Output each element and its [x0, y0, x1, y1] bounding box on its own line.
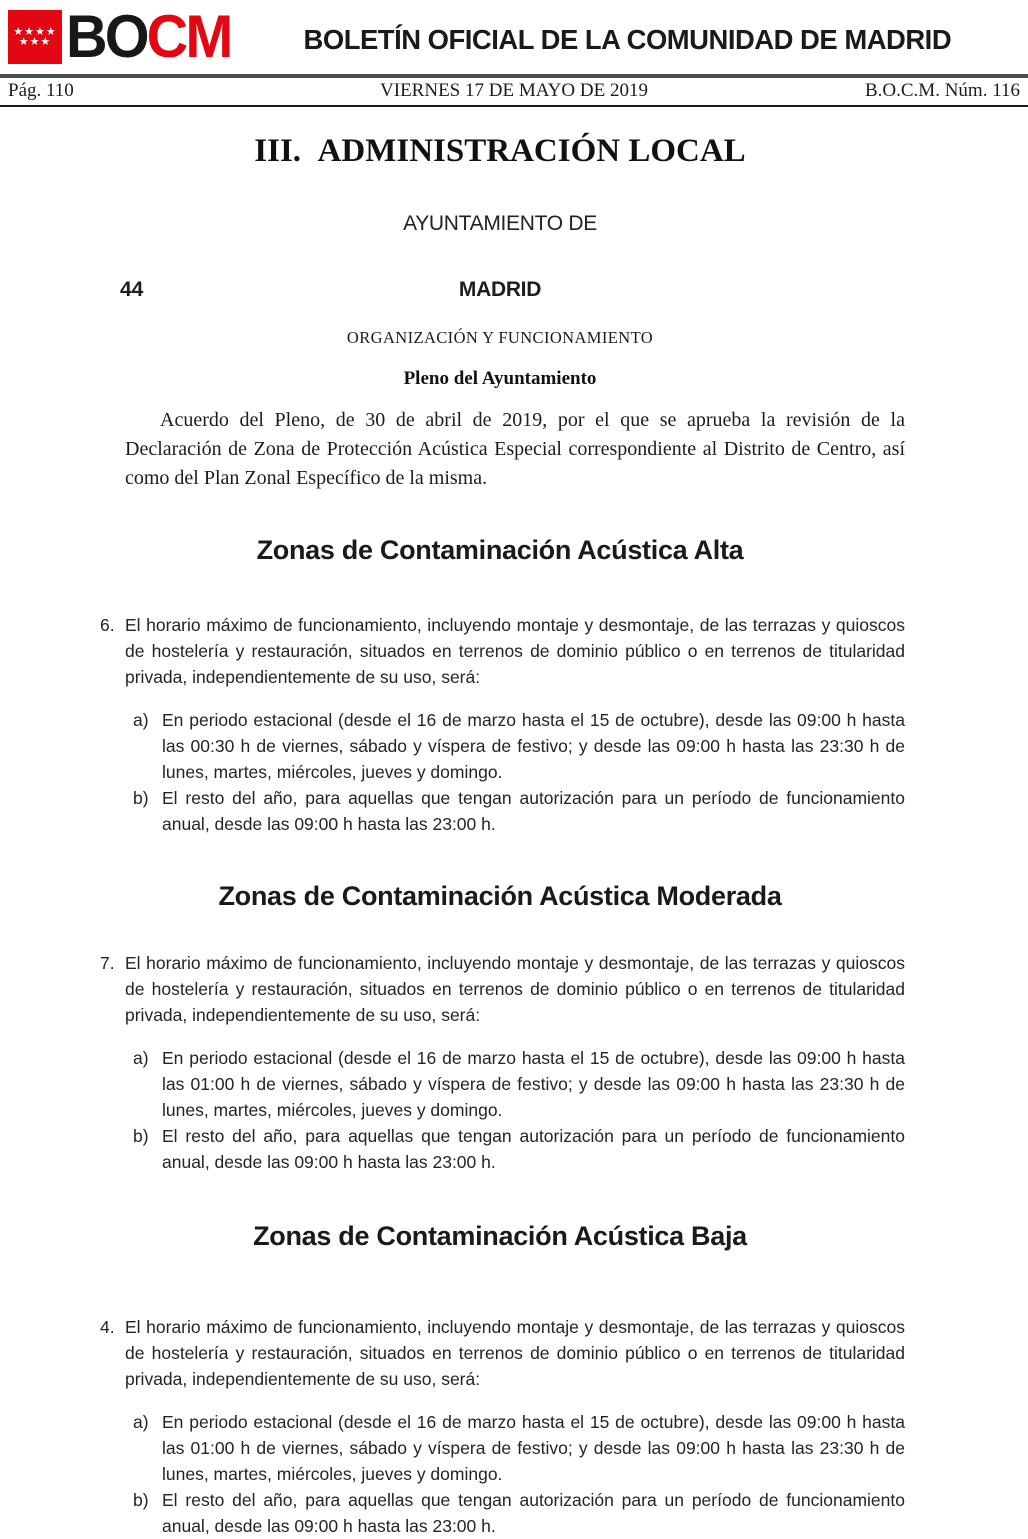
zone-heading-alta: Zonas de Contaminación Acústica Alta	[256, 535, 744, 565]
masthead	[0, 0, 1028, 70]
subitem-label: a)	[133, 710, 149, 730]
subitem-text: En periodo estacional (desde el 16 de marzo hasta el 15 de octubre), desde las 09:00 h hasta las 01:00 h de viernes, sábado y víspera de festivo; y desde las 09:00 h hasta las 23:30 h de lunes, martes, miércoles, jueves y domingo.	[162, 1048, 905, 1120]
dateline-rule-thin	[0, 105, 1028, 107]
subitem-text: El resto del año, para aquellas que tengan autorización para un período de funcionamiento anual, desde las 09:00 h hasta las 23:00 h.	[162, 1126, 905, 1172]
document-body	[95, 133, 905, 1539]
subitem-label: b)	[133, 1490, 149, 1510]
item-text: El horario máximo de funcionamiento, incluyendo montaje y desmontaje, de las terrazas y quioscos de hostelería y restauración, situados en terrenos de dominio público o en terrenos de titularidad privada, independientemente de su uso, será:	[125, 1317, 905, 1389]
flag-stars-row2: ★★★	[18, 36, 52, 48]
dateline	[0, 78, 1028, 105]
gazette-title: BOLETÍN OFICIAL DE LA COMUNIDAD DE MADRID	[303, 24, 952, 55]
wordmark-red-part: CM	[146, 3, 231, 70]
sublist	[95, 1409, 905, 1539]
sublist	[95, 707, 905, 837]
item-number: 6.	[100, 615, 115, 635]
subitem-text: El resto del año, para aquellas que tengan autorización para un período de funcionamiento anual, desde las 09:00 h hasta las 23:00 h.	[162, 1490, 905, 1536]
numbered-item	[95, 950, 905, 1028]
subitem-text: El resto del año, para aquellas que tengan autorización para un período de funcionamiento anual, desde las 09:00 h hasta las 23:00 h.	[162, 788, 905, 834]
subitem-text: En periodo estacional (desde el 16 de marzo hasta el 15 de octubre), desde las 09:00 h hasta las 00:30 h de viernes, sábado y víspera de festivo; y desde las 09:00 h hasta las 23:30 h de lunes, martes, miércoles, jueves y domingo.	[162, 710, 905, 782]
zone-heading-baja: Zonas de Contaminación Acústica Baja	[253, 1221, 747, 1251]
organ-subheading: Pleno del Ayuntamiento	[403, 368, 597, 389]
zone-section-moderada	[95, 881, 905, 1175]
item-text: El horario máximo de funcionamiento, incluyendo montaje y desmontaje, de las terrazas y quioscos de hostelería y restauración, situados en terrenos de dominio público o en terrenos de titularidad privada, independientemente de su uso, será:	[125, 615, 905, 687]
madrid-flag-icon	[8, 10, 62, 64]
zone-section-baja	[95, 1221, 905, 1539]
subitem-label: b)	[133, 788, 149, 808]
entity-name: MADRID	[458, 278, 542, 301]
page-number-label: Pág. 110	[8, 80, 74, 101]
issue-number-label: B.O.C.M. Núm. 116	[864, 80, 1020, 101]
subitem-a	[133, 707, 905, 785]
bocm-logo	[8, 3, 237, 70]
subitem-text: En periodo estacional (desde el 16 de marzo hasta el 15 de octubre), desde las 09:00 h hasta las 01:00 h de viernes, sábado y víspera de festivo; y desde las 09:00 h hasta las 23:30 h de lunes, martes, miércoles, jueves y domingo.	[162, 1412, 905, 1484]
entity-line: AYUNTAMIENTO DE	[403, 212, 597, 235]
announcement-row	[95, 278, 905, 304]
sublist	[95, 1045, 905, 1175]
subitem-a	[133, 1045, 905, 1123]
zone-heading-moderada: Zonas de Contaminación Acústica Moderada	[218, 881, 782, 911]
item-number: 7.	[100, 953, 115, 973]
flag-stars-row1: ★★★★	[13, 26, 57, 38]
wordmark-black-part: BO	[66, 3, 147, 70]
section-title: III. ADMINISTRACIÓN LOCAL	[254, 133, 746, 169]
subitem-b	[133, 785, 905, 837]
subitem-label: b)	[133, 1126, 149, 1146]
agreement-summary: Acuerdo del Pleno, de 30 de abril de 2019, por el que se aprueba la revisión de la Declaración de Zona de Protección Acústica Especial correspondiente al Distrito de Centro, así como del Plan Zonal Específico de la misma.	[125, 409, 905, 489]
issue-date-label: VIERNES 17 DE MAYO DE 2019	[380, 80, 648, 101]
bocm-wordmark	[66, 3, 231, 70]
subitem-label: a)	[133, 1412, 149, 1432]
subitem-a	[133, 1409, 905, 1487]
category-heading: ORGANIZACIÓN Y FUNCIONAMIENTO	[346, 328, 654, 347]
item-number: 4.	[100, 1317, 115, 1337]
item-text: El horario máximo de funcionamiento, incluyendo montaje y desmontaje, de las terrazas y quioscos de hostelería y restauración, situados en terrenos de dominio público o en terrenos de titularidad privada, independientemente de su uso, será:	[125, 953, 905, 1025]
subitem-b	[133, 1487, 905, 1539]
numbered-item	[95, 612, 905, 690]
announcement-number: 44	[120, 278, 144, 301]
subitem-label: a)	[133, 1048, 149, 1068]
numbered-item	[95, 1314, 905, 1392]
subitem-b	[133, 1123, 905, 1175]
zone-section-alta	[95, 535, 905, 837]
